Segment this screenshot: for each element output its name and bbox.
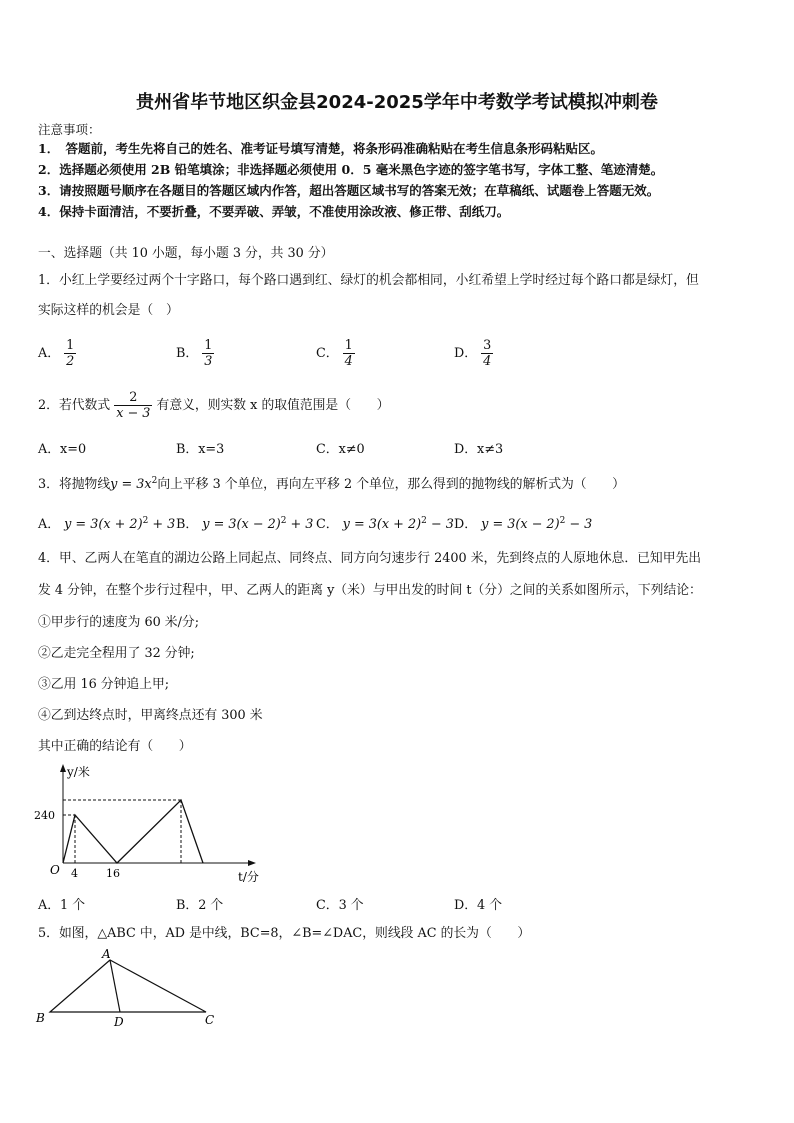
vertex-label-d: D [114, 1015, 124, 1029]
q2-option-b[interactable]: B．x=3 [176, 442, 225, 457]
q1-option-c[interactable]: C． $\frac{1}{4}$ [316, 338, 353, 369]
q3-option-d[interactable]: D． $y = 3(x - 2)^2 - 3$ [454, 516, 593, 532]
q5-triangle-figure [30, 948, 230, 1032]
q2-option-d[interactable]: D．x≠3 [454, 442, 504, 457]
notice-item-1: 1． 答题前，考生先将自己的姓名、准考证号填写清楚，将条形码准确粘贴在考生信息条形码粘贴区。 [38, 141, 603, 156]
triangle-abc [50, 960, 206, 1012]
median-ad [110, 960, 120, 1012]
q1-option-b[interactable]: B． $\frac{1}{3}$ [176, 338, 213, 369]
q1-option-d[interactable]: D． $\frac{3}{4}$ [454, 338, 492, 369]
x-tick-16: 16 [106, 867, 120, 880]
q2-option-c[interactable]: C．x≠0 [316, 442, 365, 457]
q4-option-a[interactable]: A．1 个 [38, 898, 86, 913]
q3-option-a[interactable]: A． $y = 3(x + 2)^2 + 3$ [38, 516, 176, 532]
q3-stem: 3．将抛物线$y = 3x^2$向上平移 3 个单位，再向左平移 2 个单位，那么得到的抛物线的解析式为（ ） [38, 476, 625, 492]
q4-option-b[interactable]: B．2 个 [176, 898, 224, 913]
q4-option-d[interactable]: D．4 个 [454, 898, 503, 913]
page-title: 贵州省毕节地区织金县2024-2025学年中考数学考试模拟冲刺卷 [136, 92, 658, 113]
origin-label: O [50, 863, 60, 877]
q4-line1: 4．甲、乙两人在笔直的湖边公路上同起点、同终点、同方向匀速步行 2400 米，先到终点的人原地休息．已知甲先出 [38, 551, 702, 566]
q2-stem: 2．若代数式 $\frac{2}{x - 3}$ 有意义，则实数 x 的取值范围是（ ） [38, 390, 390, 421]
notice-item-4: 4．保持卡面清洁，不要折叠，不要弄破、弄皱，不准使用涂改液、修正带、刮纸刀。 [38, 204, 510, 219]
x-axis-arrow-icon [248, 860, 256, 866]
x-axis-label: t/分 [238, 870, 259, 884]
q1-option-a[interactable]: A． $\frac{1}{2}$ [38, 338, 75, 369]
notice-item-3: 3．请按照题号顺序在各题目的答题区域内作答，超出答题区域书写的答案无效；在草稿纸、试题卷上答题无效。 [38, 183, 660, 198]
q1-option-a-fraction: $\frac{1}{2}$ [66, 338, 75, 369]
q4-claim-4: ④乙到达终点时，甲离终点还有 300 米 [38, 708, 263, 723]
q2-fraction: $\frac{2}{x - 3}$ [116, 390, 151, 421]
q5-stem: 5．如图，△ABC 中，AD 是中线，BC=8，∠B=∠DAC，则线段 AC 的长为（ ） [38, 926, 531, 941]
vertex-label-b: B [36, 1011, 45, 1025]
section-heading: 一、选择题（共 10 小题，每小题 3 分，共 30 分） [38, 246, 334, 261]
q2-option-a[interactable]: A．x=0 [38, 442, 87, 457]
vertex-label-a: A [102, 948, 111, 961]
q4-claim-1: ①甲步行的速度为 60 米/分; [38, 615, 200, 630]
q4-claim-2: ②乙走完全程用了 32 分钟; [38, 646, 195, 661]
q4-ask: 其中正确的结论有（ ） [38, 739, 192, 754]
distance-curve [63, 800, 203, 863]
x-tick-4: 4 [71, 867, 78, 880]
q1-option-b-fraction: $\frac{1}{3}$ [204, 338, 213, 369]
q4-line2: 发 4 分钟，在整个步行过程中，甲、乙两人的距离 y（米）与甲出发的时间 t（分）之间的关系如图所示，下列结论： [38, 583, 702, 598]
q1-option-c-fraction: $\frac{1}{4}$ [344, 338, 353, 369]
q1-line2: 实际这样的机会是（ ） [38, 303, 179, 318]
y-axis-label: y/米 [67, 765, 90, 779]
q3-option-b[interactable]: B． $y = 3(x - 2)^2 + 3$ [176, 516, 314, 532]
q4-graph [30, 760, 270, 888]
q4-claim-3: ③乙用 16 分钟追上甲; [38, 677, 170, 692]
vertex-label-c: C [205, 1013, 215, 1027]
q4-option-c[interactable]: C．3 个 [316, 898, 364, 913]
q1-line1: 1．小红上学要经过两个十字路口，每个路口遇到红、绿灯的机会都相同，小红希望上学时经过每个路口都是绿灯，但 [38, 273, 699, 288]
q3-option-c[interactable]: C． $y = 3(x + 2)^2 - 3$ [316, 516, 454, 532]
q1-option-d-fraction: $\frac{3}{4}$ [483, 338, 492, 369]
y-tick-240: 240 [34, 809, 55, 822]
notice-heading: 注意事项： [38, 122, 101, 137]
y-axis-arrow-icon [60, 764, 66, 772]
notice-item-2: 2．选择题必须使用 2B 铅笔填涂；非选择题必须使用 0．5 毫米黑色字迹的签字笔书写，字体工整、笔迹清楚。 [38, 162, 664, 177]
